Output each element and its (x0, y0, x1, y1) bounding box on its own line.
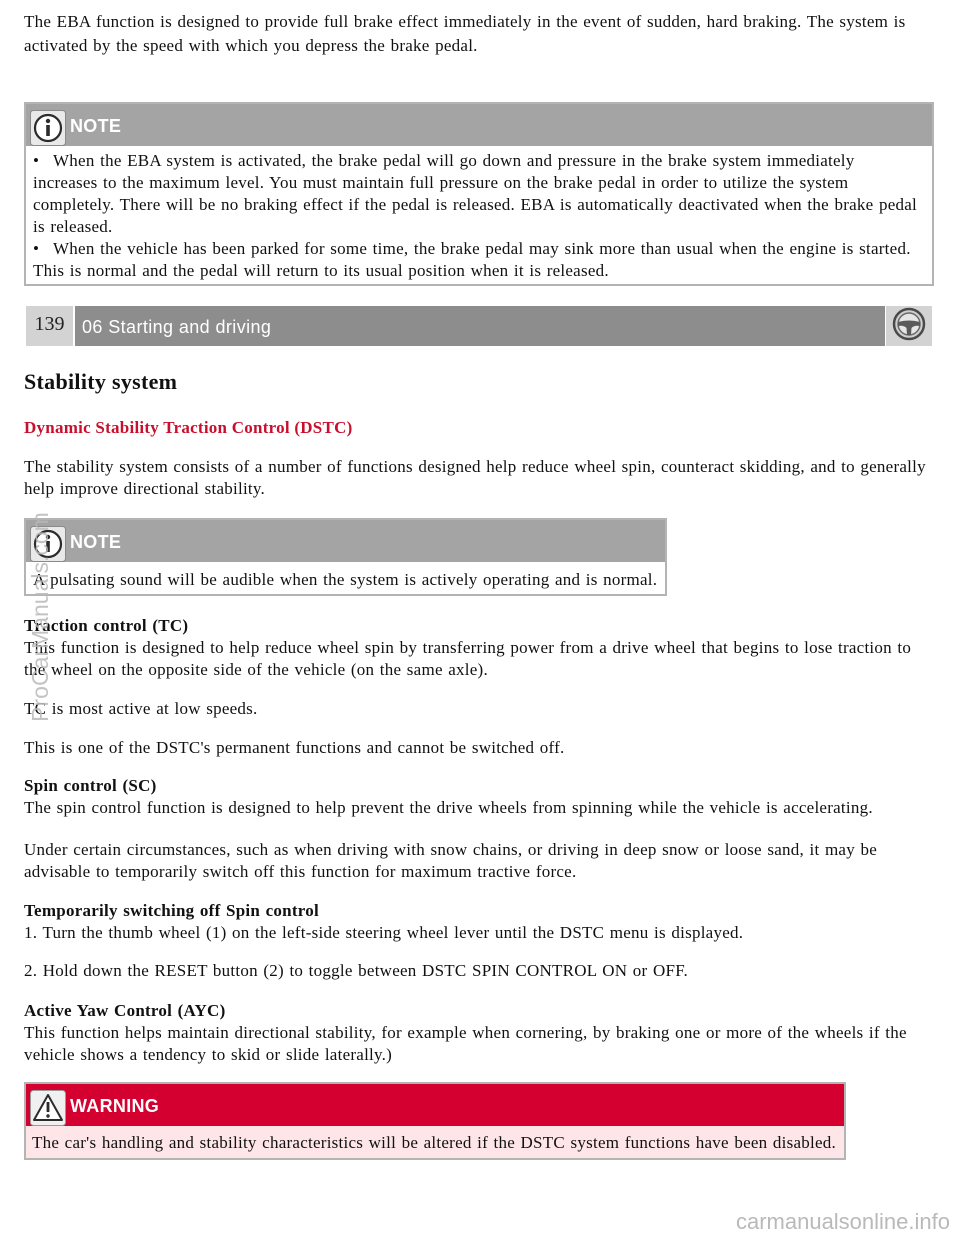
eba-intro-paragraph: The EBA function is designed to provide full brake effect immediately in the event of sudden, hard braking. The system is activated by the speed with which you depress the brake pedal. (24, 12, 906, 55)
switch-off-step-1: 1. Turn the thumb wheel (1) on the left-side steering wheel lever until the DSTC menu is displayed. (24, 923, 744, 942)
note-body: A pulsating sound will be audible when the system is actively operating and is normal. (33, 570, 658, 589)
switch-off-heading: Temporarily switching off Spin control (24, 901, 319, 920)
note-box-dstc (24, 518, 667, 596)
warning-icon (30, 1090, 66, 1126)
ayc-block (24, 1000, 934, 1066)
ayc-text: This function helps maintain directional stability, for example when cornering, by braking one or more of the wheels if the vehicle shows a tendency to skid or slide laterally.) (24, 1023, 907, 1064)
note-box-eba (24, 102, 934, 286)
chapter-bar (26, 306, 932, 346)
note-header (26, 104, 932, 146)
footer-watermark: carmanualsonline.info (735, 1209, 950, 1234)
steering-wheel-icon (892, 307, 926, 346)
note-label: NOTE (70, 116, 122, 136)
section-subtitle: Dynamic Stability Traction Control (DSTC) (24, 418, 353, 437)
traction-control-text: This function is designed to help reduce wheel spin by transferring power from a drive wheel that begins to lose traction to the wheel on the opposite side of the vehicle (on the same axle). (24, 638, 912, 679)
spin-control-heading: Spin control (SC) (24, 776, 157, 795)
traction-control-heading: Traction control (TC) (24, 616, 189, 635)
page-title: Stability system (24, 369, 178, 394)
traction-control-block (24, 615, 934, 681)
switch-off-step-2: 2. Hold down the RESET button (2) to toggle between DSTC SPIN CONTROL ON or OFF. (24, 961, 689, 980)
page-number: 139 (26, 306, 73, 346)
ayc-heading: Active Yaw Control (AYC) (24, 1001, 226, 1020)
note-bullet-list (33, 150, 924, 282)
spin-control-circumstances-paragraph: Under certain circumstances, such as when driving with snow chains, or driving in deep snow or loose sand, it may be advisable to temporarily switch off this function for maximum tractive force. (24, 840, 878, 881)
spin-control-block (24, 775, 934, 819)
switch-off-block (24, 900, 934, 944)
note-body (26, 146, 932, 284)
info-icon (30, 110, 66, 146)
warning-body: The car's handling and stability characteristics will be altered if the DSTC system functions have been disabled. (26, 1126, 844, 1158)
traction-permanent-paragraph: This is one of the DSTC's permanent functions and cannot be switched off. (24, 738, 565, 757)
note-label: NOTE (70, 532, 122, 552)
chapter-title: 06 Starting and driving (75, 306, 885, 346)
traction-low-speed-paragraph: TC is most active at low speeds. (24, 699, 258, 718)
side-watermark: ProCarManuals.com (27, 512, 53, 722)
warning-box (24, 1082, 846, 1160)
warning-header (26, 1084, 844, 1126)
spin-control-text: The spin control function is designed to help prevent the drive wheels from spinning while the vehicle is accelerating. (24, 798, 873, 817)
note-bullet-item: • When the EBA system is activated, the brake pedal will go down and pressure in the brake system immediately increases to the maximum level. You must maintain full pressure on the brake pedal in order to utilize the system completely. There will be no braking effect if the pedal is released. EBA is automatically deactivated when the brake pedal is released. (33, 150, 924, 238)
chapter-icon-tab (886, 306, 932, 346)
warning-label: WARNING (70, 1096, 160, 1116)
note-header (26, 520, 665, 562)
note-bullet-item: • When the vehicle has been parked for some time, the brake pedal may sink more than usual when the engine is started. This is normal and the pedal will return to its usual position when it is released. (33, 238, 924, 282)
section-intro-paragraph: The stability system consists of a number of functions designed help reduce wheel spin, counteract skidding, and to generally help improve directional stability. (24, 457, 926, 498)
